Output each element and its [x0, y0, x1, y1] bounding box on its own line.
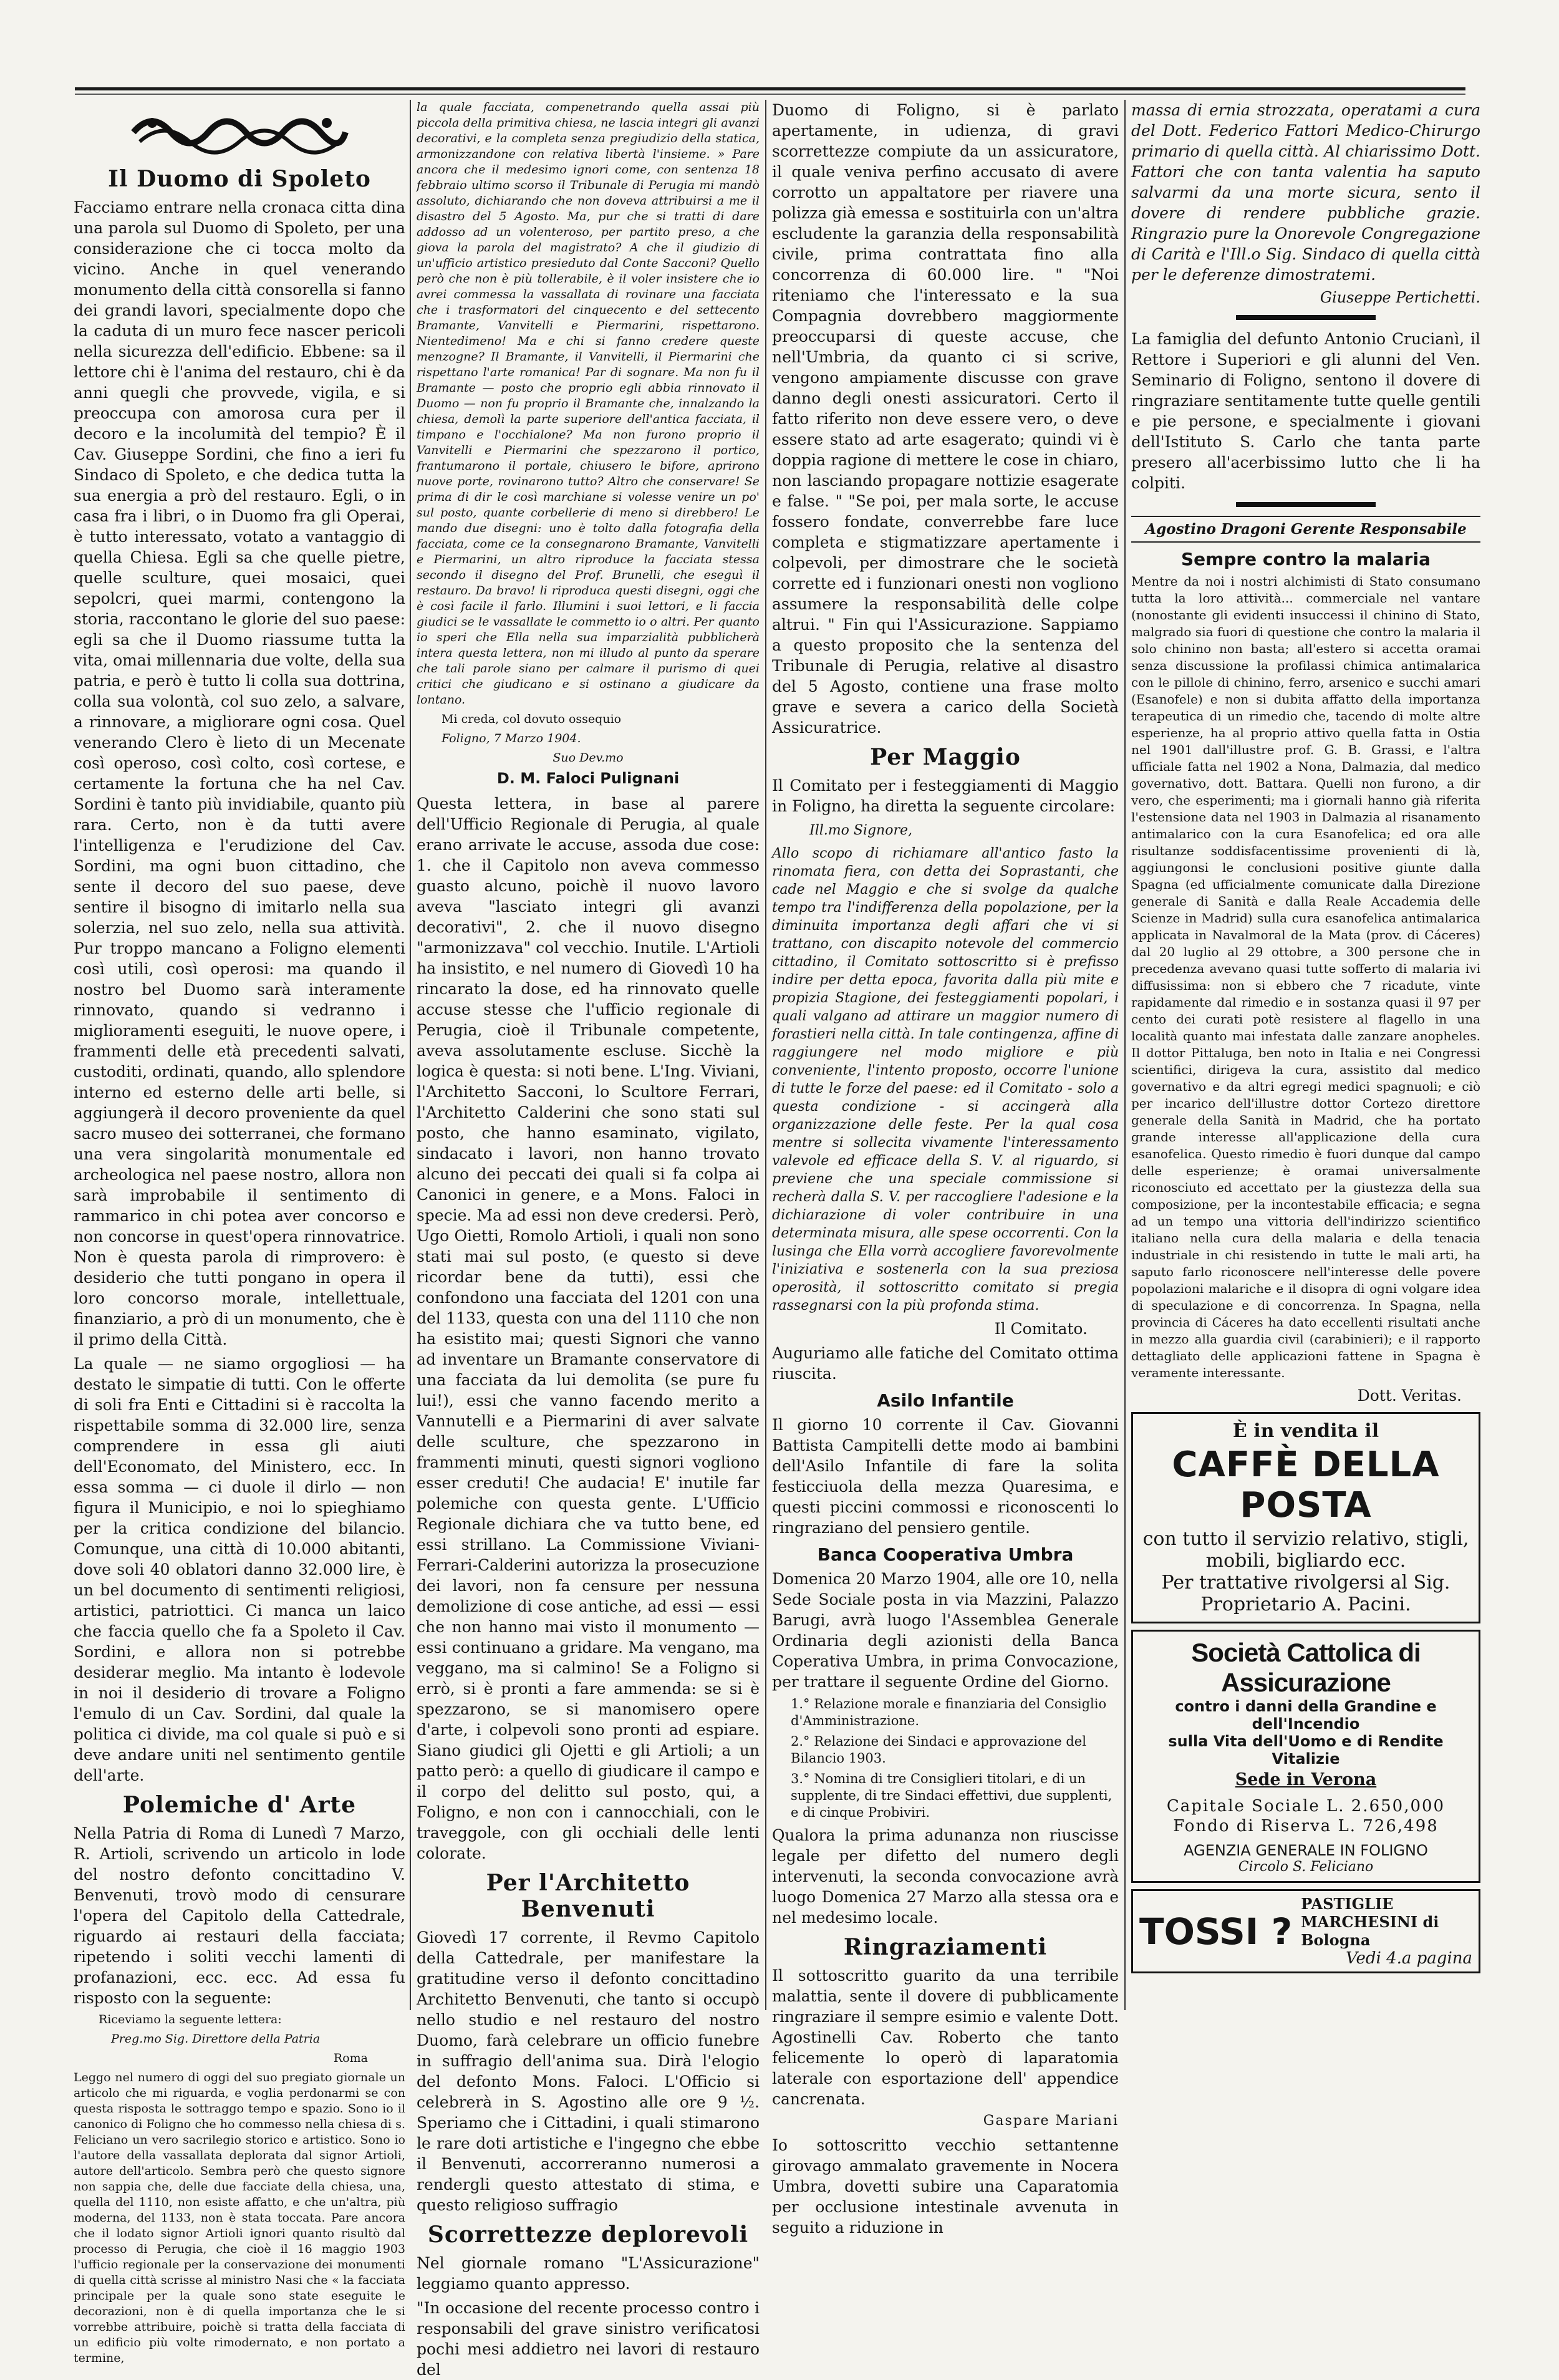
article-title: Il Duomo di Spoleto	[108, 166, 371, 192]
letter-header: Riceviamo la seguente lettera:	[99, 2013, 282, 2026]
article-title: Asilo Infantile	[877, 1390, 1014, 1411]
article-body: Questa lettera, in base al parere dell'Ufficio Regionale di Perugia, al quale erano arrivate le accuse, assoda due cose: 1. che il Capitolo non aveva commesso guasto alcuno, poichè il nuovo lavoro aveva "lasciato integri gli avanzi decorativi", 2. che il nuovo disegno "armonizzava" col vecchio. Inutile. L'Artioli ha insistito, e nel numero di Giovedì 10 ha rincarato la dose, ed ha rinnovato quelle accuse stesse che l'ufficio regionale di Perugia, cioè il Tribunale competente, aveva assolutamente escluse. Sicchè la logica è questa: si noti bene. L'Ing. Viviani, l'Architetto Sacconi, lo Scultore Ferrari, l'Architetto Calderini che sono stati sul posto, che hanno esaminato, vigilato, sindacato i lavori, non hanno trovato alcuno dei peccati dei quali si fa colpa ai Canonici in genere, e a Mons. Faloci in specie. Ma ad essi non deve credersi. Però, Ugo Oietti, Romolo Artioli, i quali non sono stati mai sul posto, (e questo si deve ricordar bene da tutti), essi che confondono una facciata del 1201 con una del 1133, questa con una del 1110 che non ha esistito mai; questi Signori che vanno ad inventare un Bramante conservatore di una facciata da lui demolita (se pure fu lui!), essi che vanno facendo merito a Vannutelli e a Piermarini di aver salvate delle sculture, che spezzarono in frammenti minuti, questi signori vogliono esser creduti! Che audacia! E' inutile far polemiche con questa gente. L'Ufficio Regionale dichiara che va tutto bene, ed essi strillano. La Commissione Viviani-Ferrari-Calderini autorizza la prosecuzione dei lavori, non fa censure per nessuna demolizione di cose antiche, ad essi — essi che non hanno mai visto il monumento — essi continuano a gridare. Ma vengano, ma veggano, ma si calmino! Se a Foligno si errò, si è pronti a fare ammenda: se si è spezzarono, se si manomisero opere d'arte, i colpevoli sono pronti ad espiare. Siano giudici gli Ojetti e gli Artioli; a un patto però: a quello di giudicare il campo e il corpo del delitto sul posto, qui, a Foligno, e non con i cannocchiali, con le traveggole, con gli occhiali delle lenti colorate.	[417, 795, 760, 1862]
letter-body: la quale facciata, compenetrando quella assai più piccola della primitiva chiesa, ne lascia integri gli avanzi decorativi, e la completa senza pregiudizio della statica, armonizzandone con relativa libertà l'insieme. » Pare ancora che il medesimo ignori come, con sentenza 18 febbraio ultimo scorso il Tribunale di Perugia mi mandò assoluto, dichiarando che non doveva attribuirsi a me il disastro del 5 Agosto. Ma, pur che si tratti di dare addosso ad un volenteroso, per partito preso, a che giova la parola del magistrato? A che il giudizio di un'ufficio artistico presieduto dal Conte Sacconi? Quello però che non è più tollerabile, è il voler insistere che io avrei commessa la vassallata di rovinare una facciata che i trasformatori del cinquecento e del settecento Bramante, Vanvitelli e Piermarini, rispettarono. Nientedimeno! Ma e chi si fanno credere queste menzogne? Il Bramante, il Vanvitelli, il Piermarini che rispettano l'arte romanica! Par di sognare. Ma non fu il Bramante — posto che proprio egli abbia rinnovato il Duomo — non fu proprio il Bramante che, innalzando la chiesa, demolì la parte superiore dell'antica facciata, il timpano e l'occhialone? Ma non furono proprio il Vanvitelli e Piermarini che spezzarono il portico, frantumarono il portale, chiusero le bifore, aprirono nuove porte, rovinarono tutto? Altro che conservare! Se prima di dir le così marchiane si volesse venire un po' sul posto, quante corbellerie di meno si direbbero! Le mando due disegni: uno è tolto dalla fotografia della facciata, come ce la consegnarono Bramante, Vanvitelli e Piermarini, un altro riproduce la facciata stessa secondo il disegno del Prof. Brunelli, che eseguì il restauro. Da bravo! li riproduca questi disegni, oggi che è così facile il farlo. Illumini i suoi lettori, e li faccia giudici se le vassallate le commetto io o altri. Per quanto io speri che Ella nella sua imparzialità pubblicherà intera questa lettera, non mi illudo al punto da sperare che tali parole siano per calmare il purismo di quei critici che giudicano e si ostinano a giudicare da lontano.	[417, 100, 760, 707]
ad-caffe	[1131, 1412, 1480, 1623]
column-4	[1131, 100, 1480, 2010]
divider	[1236, 502, 1376, 507]
ad-line: mobili, bigliardo ecc.	[1205, 1550, 1406, 1572]
ad-line: Vedi 4.a pagina	[1346, 1949, 1472, 1968]
article-title: Per l'Architetto Benvenuti	[486, 1870, 690, 1922]
article-body: Facciamo entrare nella cronaca citta dina una parola sul Duomo di Spoleto, per una considerazione che ci tocca molto da vicino. Anche in quel venerando monumento della città consorella si fanno dei grandi lavori, specialmente dopo che la caduta di un muro fece nascer pericoli nella sicurezza dell'edificio. Ebbene: sa il lettore chi è l'anima del restauro, chi è da anni quegli che provvede, vigila, e si preoccupa con amorosa cura per il decoro e la incolumità del tempio? È il Cav. Giuseppe Sordini, che fino a ieri fu Sindaco di Spoleto, e che dedica tutta la sua energia a prò del restauro. Egli, o in casa fra i libri, o in Duomo fra gli Operai, è tutto interessato, votato a vantaggio di quella Chiesa. Egli sa che quelle pietre, quelle sculture, quei mosaici, quei sepolcri, quei marmi, contengono la storia, raccontano le glorie del suo paese: egli sa che il Duomo riassume tutta la vita, omai millennaria due volte, della sua patria, e però è tutto li colla sua dottrina, colla sua volontà, col suo zelo, a salvare, a rinnovare, a migliorare ogni cosa. Quel venerando Clero è lieto di un Mecenate così operoso, così colto, così cortese, e certamente la fortuna che ha nel Cav. Sordini è tanto più invidiabile, quanto più rara. Certo, non è da tutti avere l'intelligenza e l'erudizione del Cav. Sordini, ma ogni buon cittadino, che sente il decoro del suo paese, deve sentire il bisogno di imitarlo nella sua solerzia, nel suo zelo, nella sua attività. Pur troppo mancano a Foligno elementi così utili, così operosi: ma quando il nostro bel Duomo sarà interamente rinnovato, quando si vedranno i miglioramenti eseguiti, le nuove opere, i frammenti delle età precedenti salvati, custoditi, ordinati, quando, allo splendore interno ed esterno delle arti belle, si aggiungerà il decoro proveniente da quel sacro museo dei sotterranei, che formano una vera singolarità monumentale ed archeologica nel paese nostro, allora non sarà improbabile il sentimento di rammarico in chi potea aver concorso e non concorse in quest'opera rinnovatrice. Non è questa parola di rimprovero: è desiderio che tutti pongano in opera il loro concorso morale, intellettuale, finanziario, a prò di un monumento, che è il primo della Città.	[74, 198, 405, 1348]
ad-line: sulla Vita dell'Uomo e di Rendite Vitalizie	[1168, 1733, 1444, 1768]
article-body: La quale — ne siamo orgogliosi — ha destato le simpatie di tutti. Con le offerte di soli fra Enti e Cittadini si è raccolta la rispettabile somma di 32.000 lire, senza comprendere in essa gli aiuti dell'Economato, del Ministero, ecc. In essa somma — ci duole il dirlo — non figura il Municipio, e noi lo spieghiamo per la critica condizione del bilancio. Comunque, una città di 10.000 abitanti, dove soli 40 oblatori danno 32.000 lire, è un bel documento di sentimenti religiosi, artistici, patriottici. Ci manca un laico che faccia quello che fa a Spoleto il Cav. Sordini, e allora non si potrebbe desiderar meglio. Ma intanto è lodevole in noi il desiderio di trovare a Foligno l'emulo di un Cav. Sordini, dal quale la politica ci divide, ma col quale si può e si deve andare uniti nel sentimento gentile dell'arte.	[74, 1355, 405, 1784]
article-title: Banca Cooperativa Umbra	[817, 1544, 1074, 1565]
cronaca-logo-art	[127, 107, 352, 157]
circular-signature: Il Comitato.	[994, 1320, 1088, 1338]
top-rule	[75, 87, 1465, 90]
ad-title: Società Cattolica di Assicurazione	[1191, 1638, 1421, 1697]
letter-body: Leggo nel numero di oggi del suo pregiato giornale un articolo che mi riguarda, e voglia perdonarmi se con questa risposta le sottraggo tempo e spazio. Sono io il canonico di Foligno che ho commesso nella chiesa di s. Feliciano un vero sacrilegio storico e artistico. Sono io l'autore della vassallata deplorata dal signor Artioli, autore dell'articolo. Sembra però che questo signore non sappia che, delle due facciate della chiesa, una, quella del 1110, non esiste affatto, e che un'altra, più moderna, del 1133, non è stata toccata. Pare ancora che il lodato signor Artioli ignori quanto risultò dal processo di Perugia, che cioè il 16 maggio 1903 l'ufficio regionale per la conservazione dei monumenti di quella città scrisse al ministro Nasi che « la facciata principale per la quale sono state eseguite le decorazioni, non è di quella importanza che le si vorrebbe attribuire, poichè si tratta della facciata di un edificio più volte rimodernato, e non portato a termine,	[74, 2071, 405, 2365]
article-body: Nel giornale romano "L'Assicurazione" leggiamo quanto appresso.	[417, 2254, 760, 2293]
ad-reserve: Fondo di Riserva L. 726,498	[1173, 1817, 1439, 1836]
gerente-line: Agostino Dragoni Gerente Responsabile	[1131, 516, 1480, 543]
article-body: Duomo di Foligno, si è parlato apertamente, in udienza, di gravi scorrettezze compiute da un assicuratore, il quale veniva perfino accusato di avere corrotto un appaltatore per riavere una polizza già emessa e sostituirla con un'altra escludente la garanzia della responsabilità civile, prima contrattata fino alla concorrenza di 60.000 lire. " "Noi riteniamo che l'interessato e la sua Compagnia dovrebbero maggiormente preoccuparsi di queste accuse, che nell'Umbria, da quanto ci si scrive, vengono ampiamente discusse con grave danno degli onesti assicuratori. Certo il fatto riferito non deve essere vero, o deve essere stato ad arte esagerato; quindi vi è doppia ragione di mettere le cose in chiaro, non lasciando propagare nottizie esagerate e false. " "Se poi, per mala sorte, le accuse fossero fondate, converrebbe fare luce completa e stigmatizzare apertamente i colpevoli, per dimostrare che le società corrette ed i funzionari onesti non vogliono assumere la responsabilità delle colpe altrui. " Fin qui l'Assicurazione. Sappiamo a questo proposito che la sentenza del Tribunale di Perugia, relative al disastro del 5 Agosto, contiene una frase molto grave e severa a carico della Società Assicuratrice.	[772, 101, 1119, 737]
letter-recipient: Preg.mo Sig. Direttore della Patria	[111, 2032, 321, 2046]
cronaca-logo	[74, 105, 405, 160]
ad-line: contro i danni della Grandine e dell'Incendio	[1175, 1698, 1437, 1733]
letter-suo: Suo Dev.mo	[553, 751, 624, 765]
divider	[1236, 315, 1376, 320]
ad-tossi	[1131, 1889, 1480, 1973]
article-body: Il Comitato per i festeggiamenti di Maggio in Foligno, ha diretta la seguente circolare:	[772, 776, 1119, 815]
circular-salutation: Ill.mo Signore,	[809, 823, 912, 838]
ad-title: CAFFÈ DELLA POSTA	[1172, 1444, 1440, 1526]
article-body: Domenica 20 Marzo 1904, alle ore 10, nella Sede Sociale posta in via Mazzini, Palazzo Barugi, avrà luogo l'Assemblea Generale Ordinaria degli azionisti della Banca Coperativa Umbra, in prima Convocazione, per trattare il seguente Ordine del Giorno.	[772, 1570, 1119, 1691]
circular-body: Allo scopo di richiamare all'antico fasto la rinomata fiera, con detta dei Soprastanti, che cade nel Maggio e che si svolge da qualche tempo tra l'indifferenza della popolazione, per la diminuita importanza degli affari che vi si trattano, con discapito notevole del commercio cittadino, il Comitato sottoscritto si è prefisso indire per detta epoca, favorita dalla più mite e propizia Stagione, dei festeggiamenti popolari, i quali valgano ad attirare un maggior numero di forastieri nella città. In tale contingenza, affine di raggiungere nel modo migliore e più conveniente, l'intento proposto, occorre l'unione di tutte le forze del paese: ed il Comitato - solo a questa condizione - si accingerà alla organizzazione delle feste. Per la qual cosa mentre si sollecita vivamente l'interessamento valevole ed efficace della S. V. al riguardo, si previene che una speciale commissione si recherà dalla S. V. per raccogliere l'adesione e la dichiarazione di voler contribuire in una determinata misura, alle spese occorrenti. Con la lusinga che Ella vorrà accogliere favorevolmente l'iniziativa e sostenerla con la sua preziosa operosità, il sottoscritto comitato si pregia rassegnarsi con la più profonda stima.	[772, 846, 1119, 1313]
agenda-item: 3.° Nomina di tre Consiglieri titolari, e di un supplente, di tre Sindaci effettivi, due supplenti, e di cinque Probiviri.	[791, 1771, 1113, 1820]
article-body: Il sottoscritto guarito da una terribile malattia, sente il dovere di pubblicamente ringraziare il sempre esimio e valente Dott. Agostinelli Cav. Roberto che tanto felicemente lo operò di laparatomia laterale con esportazione dell' appendice cancrenata.	[772, 1966, 1119, 2108]
article-title: Scorrettezze deplorevoli	[427, 2222, 749, 2248]
ad-capital: Capitale Sociale L. 2.650,000	[1166, 1797, 1446, 1816]
article-title: Sempre contro la malaria	[1181, 549, 1431, 569]
column-separator	[410, 100, 411, 2010]
letter-city: Roma	[333, 2051, 368, 2065]
column-separator	[1124, 100, 1126, 2010]
article-body: "In occasione del recente processo contro i responsabili del grave sinistro verificatosi pochi mesi addietro nei lavori di restauro del	[417, 2299, 760, 2379]
article-body: massa di ernia strozzata, operatami a cura del Dott. Federico Fattori Medico-Chirurgo primario di quella città. Al chiarissimo Dott. Fattori che con tanta valentia ha saputo salvarmi da una morte sicura, sento il dovere di rendere pubbliche grazie. Ringrazio pure la Onorevole Congregazione di Carità e l'Ill.o Sig. Sindaco di quella città per le deferenze dimostratemi.	[1131, 101, 1480, 284]
column-1	[74, 100, 405, 2365]
ad-agency: AGENZIA GENERALE IN FOLIGNO	[1184, 1842, 1428, 1859]
article-body: Qualora la prima adunanza non riuscisse legale per difetto del numero degli intervenuti, la seconda convocazione avrà luogo Domenica 27 Marzo alla stessa ora e nel medesimo locale.	[772, 1826, 1119, 1927]
ad-sede: Sede in Verona	[1235, 1770, 1377, 1789]
agenda-item: 1.° Relazione morale e finanziaria del Consiglio d'Amministrazione.	[791, 1696, 1107, 1728]
letter-date: Foligno, 7 Marzo 1904.	[442, 732, 581, 745]
article-body: Nella Patria di Roma di Lunedì 7 Marzo, R. Artioli, scrivendo un articolo in lode del nostro defonto concittadino V. Benvenuti, trovò modo di censurare l'opera del Capitolo della Cattedrale, riguardo ai restauri della facciata; ripetendo i soliti vecchi lamenti di profanazioni, ecc. ecc. Ad essa fu risposto con la seguente:	[74, 1824, 405, 2007]
ad-line: con tutto il servizio relativo, stigli,	[1142, 1528, 1469, 1550]
article-body: Giovedì 17 corrente, il Revmo Capitolo della Cattedrale, per manifestare la gratitudine verso il defonto concittadino Architetto Benvenuti, che tanto si occupò nello studio e nel restauro del nostro Duomo, farà celebrare un officio funebre in suffragio dell'anima sua. Dirà l'elogio del defonto Mons. Faloci. L'Officio si celebrerà in S. Agostino alle ore 9 ½. Speriamo che i Cittadini, i quali stimarono le rare doti artistiche e l'ingegno che ebbe il Benvenuti, accorreranno numerosi a rendergli questo attestato di stima, e questo religioso suffragio	[417, 1928, 760, 2214]
letter-closing: Mi creda, col dovuto ossequio	[442, 712, 622, 726]
article-title: Ringraziamenti	[843, 1934, 1048, 1960]
signature: Gaspare Mariani	[983, 2113, 1119, 2129]
article-body: Io sottoscritto vecchio settantenne girovago ammalato gravemente in Nocera Umbra, dovetti subire una Caparatomia per occlusione intestinale avvenuta in seguito a riduzione in	[772, 2136, 1119, 2237]
article-body: Auguriamo alle fatiche del Comitato ottima riuscita.	[772, 1344, 1119, 1383]
agenda-item: 2.° Relazione dei Sindaci e approvazione del Bilancio 1903.	[791, 1734, 1086, 1766]
ad-societa-cattolica	[1131, 1630, 1480, 1883]
article-body: Il giorno 10 corrente il Cav. Giovanni Battista Campitelli dette modo ai bambini dell'Asilo Infantile di fare la solita festicciuola della mezza Quaresima, e questi piccini commossi e riconoscenti lo ringraziano del pensiero gentile.	[772, 1416, 1119, 1537]
article-title: Per Maggio	[870, 744, 1021, 770]
column-separator	[765, 100, 766, 2010]
signature: Giuseppe Pertichetti.	[1320, 289, 1480, 306]
signature: Dott. Veritas.	[1357, 1386, 1462, 1405]
letter-signer: D. M. Faloci Pulignani	[496, 770, 680, 787]
column-2	[417, 100, 760, 2379]
article-title: Polemiche d' Arte	[122, 1792, 357, 1818]
ad-line: Proprietario A. Pacini.	[1200, 1594, 1411, 1615]
column-3	[772, 100, 1119, 2237]
article-body: La famiglia del defunto Antonio Crucianì, il Rettore i Superiori e gli alunni del Ven. Seminario di Foligno, sentono il dovere di ringraziare sentitamente tutte quelle gentili e pie persone, e specialmente i giovani dell'Istituto S. Carlo che tanta parte presero all'acerbissimo lutto che li ha colpiti.	[1131, 330, 1480, 492]
ad-line: Per trattative rivolgersi al Sig.	[1161, 1572, 1450, 1594]
top-rule-thin	[75, 94, 1465, 95]
ad-circolo: Circolo S. Feliciano	[1238, 1859, 1374, 1875]
ad-line: PASTIGLIE MARCHESINI di Bologna	[1301, 1895, 1439, 1949]
article-body: Mentre da noi i nostri alchimisti di Stato consumano tutta la loro attività... commerciale nel vantare (nonostante gli evidenti insuccessi il chinino di Stato, malgrado sia fuori di questione che contro la malaria il solo chinino non basta; all'estero si accetta oramai senza discussione la profilassi chimica antimalarica con le pillole di chinino, ferro, arsenico e succhi amari (Esanofele) e non si dubita affatto della importanza terapeutica di un rimedio che, tacendo di molte altre esperienze, ha al proprio attivo quella fatta in Ostia nel 1901 dall'illustre prof. G. B. Grassi, e l'altra ufficiale fatta nel 1902 a Nona, Dalmazia, dal medico governativo, dott. Battara. Quelli non furono, a dir vero, che esperimenti; ma i giornali hanno già riferita l'estensione data nel 1903 in Dalmazia al risanamento antimalarico con la cura Esanofelica; ed ora alle risultanze soddisfacentissime provenienti di là, aggiungonsi le conclusioni positive giunte dalla Spagna (ed ufficialmente comunicate dalla Direzione generale di Sanità e dalla Reale Accademia delle Scienze in Madrid) sulla cura esanofelica antimalarica applicata in Navalmoral de la Mata (prov. di Cáceres) dal 20 luglio al 29 ottobre, a 300 persone che in precedenza avevano quasi tutte sofferto di malaria ivi diffusissima: non si ebbero che 7 ricadute, vinte rapidamente dal rimedio e in sostanza quasi il 97 per cento dei curati potè resistere al flagello in una località quanto mai infestata dalle zanzare anopheles. Il dottor Pittaluga, ben noto in Italia e nei Congressi scientifici, dirigeva la cura, assistito dal medico governativo e da altri egregi medici spagnuoli; e ciò per incarico dell'illustre dottor Cortezo direttore generale della Sanità in Madrid, che ha portato grande interesse all'applicazione della cura esanofelica. Questo rimedio è fuori dunque dal campo delle esperienze; è oramai universalmente riconosciuto ed accettato per la giustezza della sua composizione, per la incontestabile efficacia; e segna ad un tempo una vittoria dell'indirizzo scientifico italiano nella cura della malaria e della tenacia industriale in chi resistendo in tutte le mali arti, ha saputo farlo riconoscere nell'interesse delle povere popolazioni malariche e il disopra di ogni volgare idea di speculazione e di concorrenza. In Spagna, nella provincia di Cáceres ha dato eccellenti risultati anche in mezzo alla guardia civil (carabinieri); e il rapporto dettagliato delle applicazioni fattene in Spagna è veramente interessante.	[1131, 574, 1480, 1380]
ad-tossi-word: TOSSI ?	[1139, 1910, 1293, 1953]
ad-heading: È in vendita il	[1232, 1420, 1379, 1442]
